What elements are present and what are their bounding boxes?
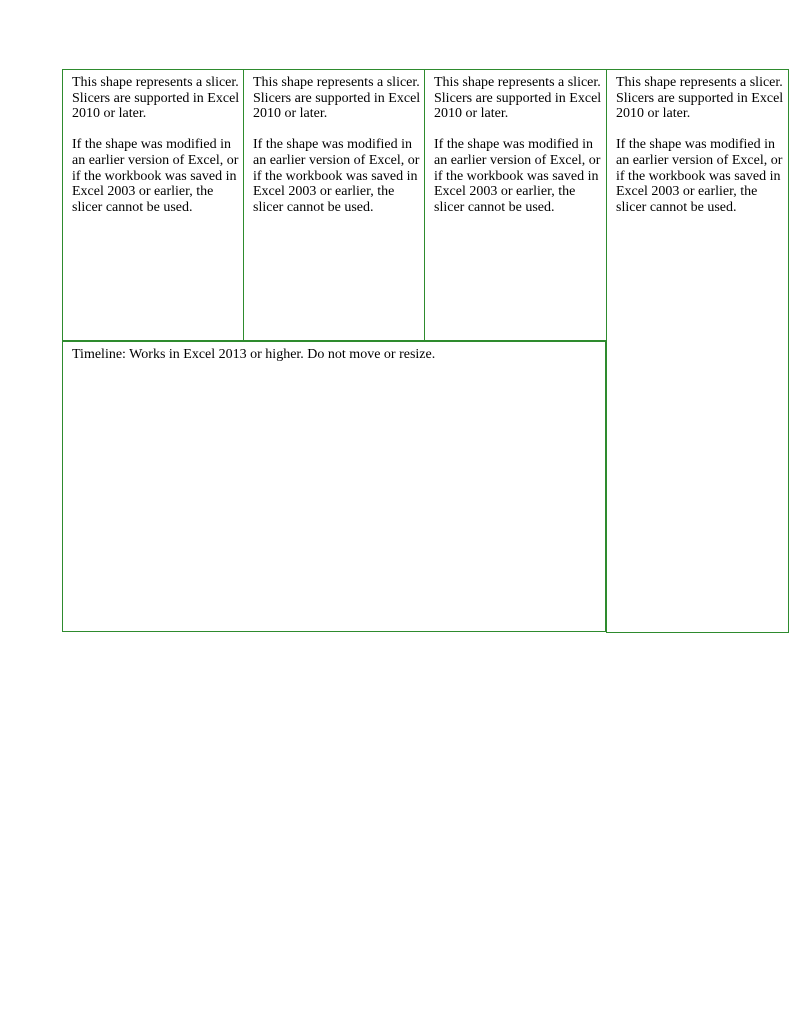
slicer-notice: This shape represents a slicer. Slicers are supported in Excel 2010 or later. (72, 75, 240, 122)
slicer-placeholder-1[interactable] (62, 69, 244, 341)
slicer-compat-notice: If the shape was modified in an earlier version of Excel, or if the workbook was saved in Excel 2003 or earlier, the slicer cannot be used. (434, 137, 601, 215)
slicer-notice: This shape represents a slicer. Slicers are supported in Excel 2010 or later. (253, 75, 421, 122)
timeline-placeholder[interactable] (62, 340, 607, 632)
slicer-notice: This shape represents a slicer. Slicers are supported in Excel 2010 or later. (616, 75, 784, 122)
slicer-compat-notice: If the shape was modified in an earlier version of Excel, or if the workbook was saved in Excel 2003 or earlier, the slicer cannot be used. (616, 137, 783, 215)
slicer-placeholder-2[interactable] (243, 69, 425, 341)
slicer-notice: This shape represents a slicer. Slicers are supported in Excel 2010 or later. (434, 75, 602, 122)
slicer-placeholder-3[interactable] (424, 69, 607, 341)
slicer-compat-notice: If the shape was modified in an earlier version of Excel, or if the workbook was saved in Excel 2003 or earlier, the slicer cannot be used. (72, 137, 239, 215)
slicer-compat-notice: If the shape was modified in an earlier version of Excel, or if the workbook was saved in Excel 2003 or earlier, the slicer cannot be used. (253, 137, 420, 215)
timeline-notice: Timeline: Works in Excel 2013 or higher. Do not move or resize. (72, 347, 436, 362)
slicer-placeholder-4[interactable] (606, 69, 789, 633)
